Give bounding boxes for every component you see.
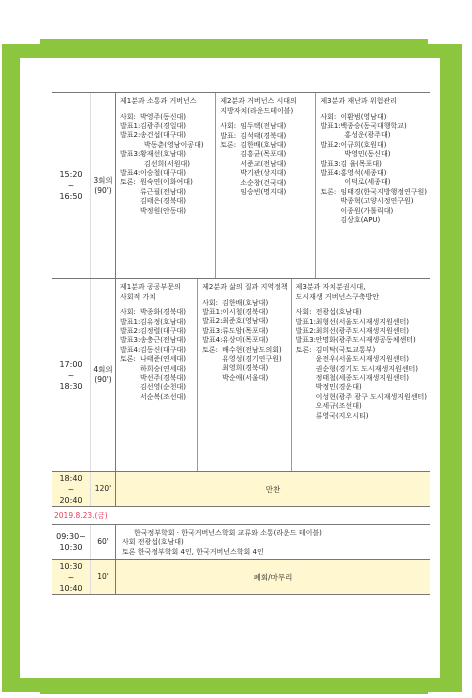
participant-name: 임태경(한국지방행정연구원) — [340, 187, 428, 196]
participant-name: 최영희(경북대) — [222, 364, 269, 373]
time-start: 18:40 — [59, 473, 83, 483]
participant-name: 이규희(호원대) — [340, 140, 387, 149]
frame-top-tab — [40, 39, 428, 51]
participant-role: 토론: — [120, 355, 136, 364]
duration-cell — [91, 472, 116, 506]
participant-name: 유영성(경기연구원) — [222, 355, 282, 364]
participant-line — [202, 317, 288, 326]
participant-role: 발표4: — [120, 169, 141, 178]
participant-role: 발표3: — [202, 326, 223, 335]
participant-name: 홍영석(세종대) — [340, 169, 387, 178]
participant-name: 김선영(순천대) — [140, 383, 187, 392]
participant-role: 사회: — [202, 298, 219, 307]
time-end: 18:30 — [59, 381, 83, 391]
time-end: 20:40 — [59, 495, 83, 505]
participant-name: 정태철(세종도시재생지원센터) — [315, 374, 410, 383]
participant-name: 김미탁(국토교통부) — [315, 345, 376, 354]
section-title — [296, 283, 427, 302]
participant-name: 김 율(목포대) — [340, 159, 382, 168]
participant-role: 토론: — [202, 345, 219, 354]
section-title — [320, 97, 427, 107]
participant-line — [296, 365, 427, 374]
session-row-4 — [52, 279, 430, 472]
participant-role: 토론: — [220, 141, 237, 149]
time-cell — [52, 93, 91, 278]
time-cell — [52, 525, 91, 559]
participant-role: 발표1: — [120, 317, 141, 326]
participant-name: 이덕로(세종대) — [344, 178, 391, 187]
participant-line — [202, 327, 288, 336]
participant-line — [120, 160, 212, 169]
time-tilde: ~ — [67, 370, 75, 380]
participant-line — [202, 364, 288, 373]
participant-name: 오세규(조선대) — [315, 402, 362, 411]
session-row-3 — [52, 93, 430, 279]
participant-name: 이승철(대구대) — [140, 169, 187, 178]
section-title-line: 사회적 가치 — [120, 292, 157, 301]
joint-session-row — [52, 525, 430, 560]
participant-name: 류근필(전남대) — [140, 187, 187, 196]
participant-line — [320, 113, 427, 122]
time-end: 10:30 — [59, 543, 83, 552]
section-title — [120, 283, 194, 302]
participant-line — [120, 197, 212, 206]
participant-name: 류영국(지오시티) — [315, 411, 369, 420]
participant-name: 박기관(상지대) — [240, 169, 287, 178]
participant-name: 최준호(영남대) — [222, 317, 269, 326]
closing-label: 폐회/마무리 — [253, 572, 293, 582]
participant-name: 송충근(전남대) — [140, 336, 187, 345]
participant-line — [120, 336, 194, 345]
participant-role: 사회: — [120, 112, 136, 121]
participant-name: 박종혁(고양시정연구원) — [340, 197, 414, 206]
participant-role: 토론: — [295, 345, 312, 354]
joint-title: 한국정부학회 · 한국거버넌스학회 교류와 소통(라운드 테이블) — [134, 529, 322, 537]
participant-role: 발표2: — [320, 140, 341, 149]
participant-name: 박정원(안동대) — [140, 206, 187, 215]
duration-cell — [91, 560, 116, 594]
section-3 — [316, 93, 430, 278]
participant-line — [320, 178, 427, 187]
participant-name: 서순복(조선대) — [140, 392, 187, 401]
participant-line — [202, 308, 288, 317]
participant-line — [320, 160, 427, 169]
participant-name: 김석태(경북대) — [240, 131, 287, 140]
participant-name: 윤전우(서울도시재생지원센터) — [315, 355, 410, 364]
participant-line — [120, 141, 212, 150]
time-tilde: ~ — [67, 181, 75, 190]
section-title-line: 제3분과 자치분권시대, — [295, 283, 366, 291]
participant-name: 김선희(서원대) — [144, 159, 191, 168]
participant-name: 황재선(호남대) — [140, 150, 187, 159]
time-end: 10:40 — [59, 583, 83, 593]
participant-role: 발표1: — [202, 308, 223, 316]
participant-role: 발표4: — [320, 169, 341, 178]
section-title — [220, 97, 312, 116]
duration: 60' — [97, 537, 109, 546]
participant-name: 김상호(APU) — [340, 216, 381, 225]
participant-role: 발표1: — [295, 317, 316, 326]
participant-line — [120, 383, 194, 392]
participant-line — [120, 207, 212, 216]
participant-line — [320, 131, 427, 140]
participant-line — [120, 346, 194, 355]
time-tilde: ~ — [67, 572, 75, 582]
participant-line — [220, 122, 312, 131]
participant-line — [220, 132, 312, 141]
section-3 — [292, 279, 430, 471]
participant-role: 발표2: — [120, 131, 141, 140]
time-start: 10:30 — [59, 561, 83, 571]
participant-name: 최희선(광주도시재생지원센터) — [315, 327, 410, 335]
time-cell — [52, 472, 91, 506]
time-tilde: ~ — [67, 484, 75, 494]
section-2 — [198, 279, 292, 471]
participant-name: 전광섭(호남대) — [315, 308, 362, 317]
participant-line — [296, 355, 427, 364]
participant-name: 김유정(호남대) — [140, 317, 187, 326]
participant-line — [120, 327, 194, 336]
participant-line — [120, 131, 212, 140]
participant-name: 홍성운(광주대) — [344, 131, 391, 140]
dinner-label: 만찬 — [265, 484, 281, 494]
participant-name: 이성현(광주 광구 도시재생지원센터) — [315, 392, 427, 401]
section-title-line: 제2분과 삶의 질과 지역정책 — [202, 283, 288, 291]
section-title-line: 제1분과 공공부문의 — [120, 283, 181, 291]
session-cell — [91, 93, 116, 278]
joint-moderator: 사회 전광섭(호남대) — [122, 538, 184, 547]
participant-role: 사회: — [320, 112, 337, 121]
duration: 10' — [97, 572, 109, 581]
participant-line — [320, 207, 427, 216]
participant-name: 하희승(연세대) — [140, 364, 187, 373]
time-cell — [52, 560, 91, 594]
participant-line — [120, 393, 194, 402]
section-1 — [116, 93, 216, 278]
session-minutes: (90') — [94, 185, 112, 195]
time-start: 15:20 — [59, 170, 83, 179]
participant-line — [320, 188, 427, 197]
section-title-line: 제1분과 소통과 거버넌스 — [120, 97, 197, 105]
participant-line — [120, 178, 212, 187]
participant-role: 사회: — [295, 308, 312, 317]
participant-role: 발표1: — [320, 122, 341, 130]
participant-name: 소순창(건국대) — [240, 178, 287, 187]
participant-role: 발표3: — [120, 150, 141, 159]
participant-name: 김동신(대구대) — [140, 345, 187, 354]
schedule-table — [52, 92, 430, 595]
participant-role: 발표1: — [120, 122, 141, 130]
participant-name: 안명화(광주도시재생공동체센터) — [315, 336, 416, 345]
participant-line — [120, 113, 212, 122]
participant-role: 발표2: — [120, 327, 141, 335]
participant-line — [220, 141, 312, 150]
participant-role: 발표3: — [295, 336, 316, 345]
participant-name: 김정렬(대구대) — [140, 327, 187, 335]
date-heading: 2019.8.23.(금) — [52, 507, 430, 525]
frame-bottom-tab — [40, 682, 428, 694]
participant-role: 토론: — [320, 187, 337, 196]
closing-row — [52, 560, 430, 595]
participant-role: 발표4: — [120, 345, 141, 354]
participant-name: 김한배(호남대) — [240, 141, 287, 149]
participant-name: 임두택(전남대) — [240, 122, 287, 131]
participant-line — [120, 188, 212, 197]
participant-role: 발표2: — [295, 327, 316, 335]
participant-line — [220, 179, 312, 188]
participant-name: 박영주(동신대) — [140, 112, 187, 121]
participant-line — [202, 336, 288, 345]
section-1 — [116, 279, 198, 471]
participant-name: 나태준(연세대) — [140, 355, 187, 364]
participant-name: 박종화(경북대) — [140, 308, 187, 317]
participant-name: 서준교(전남대) — [240, 159, 287, 168]
participant-name: 박정민(경운대) — [315, 383, 362, 392]
participant-name: 배수현(전남도의회) — [222, 345, 282, 354]
participant-line — [320, 122, 427, 131]
participant-name: 박선주(경북대) — [140, 374, 187, 383]
section-title — [120, 97, 212, 107]
session-minutes: (90') — [94, 375, 112, 384]
participant-line — [296, 412, 427, 421]
participant-name: 원숙연(이화여대) — [140, 178, 193, 187]
participant-name: 임승빈(명지대) — [240, 188, 287, 197]
section-title-line: 제3분과 재난과 위험관리 — [320, 97, 397, 105]
participant-line — [120, 308, 194, 317]
participant-name: 박영민(동신대) — [344, 150, 391, 159]
participant-name: 류도암(목포대) — [222, 326, 269, 335]
section-title-line: 제2분과 거버넌스 시대의 — [220, 97, 297, 105]
section-2 — [216, 93, 316, 278]
participant-line — [320, 197, 427, 206]
participant-line — [120, 122, 212, 131]
participant-name: 이시철(경북대) — [222, 308, 269, 316]
participant-line — [296, 318, 427, 327]
participant-role: 발표4: — [202, 336, 223, 345]
time-start: 17:00 — [59, 359, 83, 369]
participant-line — [296, 402, 427, 411]
participant-name: 유상미(목포대) — [222, 336, 269, 345]
participant-name: 송건섭(대구대) — [140, 131, 187, 140]
participant-line — [220, 188, 312, 197]
session-label: 3회의 — [93, 175, 113, 185]
dinner-row — [52, 472, 430, 507]
participant-name: 백종승(동국대행학교) — [340, 122, 407, 130]
participant-line — [296, 327, 427, 336]
participant-line — [220, 160, 312, 169]
participant-name: 김한배(호남대) — [222, 298, 269, 307]
participant-line — [296, 346, 427, 355]
section-title-line: 지방자치(라운드테이블) — [220, 106, 294, 115]
participant-role: 사회: — [120, 308, 136, 317]
duration-cell — [91, 525, 116, 559]
participant-name: 권순형(경기도 도시재생지원센터) — [315, 364, 419, 373]
participant-role: 사회: — [220, 122, 237, 131]
participant-line — [220, 169, 312, 178]
participant-line — [296, 383, 427, 392]
participant-line — [320, 141, 427, 150]
participant-line — [120, 355, 194, 364]
participant-name: 박순애(서울대) — [222, 373, 269, 382]
participant-name: 김광주(경일대) — [140, 122, 187, 130]
participant-line — [296, 336, 427, 345]
participant-line — [120, 318, 194, 327]
participant-line — [202, 346, 288, 355]
time-start: 09:30~ — [56, 532, 86, 541]
session-cell — [91, 279, 116, 471]
participant-name: 최형선(서울도시재생지원센터) — [315, 317, 410, 326]
participant-role: 발표3: — [120, 336, 141, 345]
participant-name: 이환범(영남대) — [340, 112, 387, 121]
participant-line — [202, 299, 288, 308]
section-title-line: 도시재생 거버넌스구축방안 — [295, 292, 380, 301]
joint-discussants: 토론 한국정부학회 4인, 한국거버넌스학회 4인 — [122, 547, 264, 556]
participant-line — [120, 365, 194, 374]
participant-role: 발표: — [220, 131, 237, 140]
participant-name: 박동춘(영남이공대) — [144, 140, 204, 149]
participant-role: 발표2: — [202, 317, 223, 326]
section-title — [202, 283, 288, 293]
participant-line — [320, 216, 427, 225]
participant-role: 발표3: — [320, 159, 341, 168]
session-label: 4회의 — [93, 365, 113, 374]
participant-name: 이종원(가톨릭대) — [340, 206, 394, 215]
participant-role: 토론: — [120, 178, 136, 187]
joint-session-detail — [116, 525, 430, 559]
participant-line — [296, 308, 427, 317]
participant-name: 김흥균(목포대) — [240, 150, 287, 159]
participant-line — [220, 150, 312, 159]
duration: 120' — [94, 484, 112, 493]
participant-line — [320, 150, 427, 159]
time-end: 16:50 — [59, 192, 83, 201]
participant-name: 김태은(경북대) — [140, 197, 187, 206]
participant-line — [296, 393, 427, 402]
time-cell — [52, 279, 91, 471]
participant-line — [120, 150, 212, 159]
participant-line — [202, 374, 288, 383]
